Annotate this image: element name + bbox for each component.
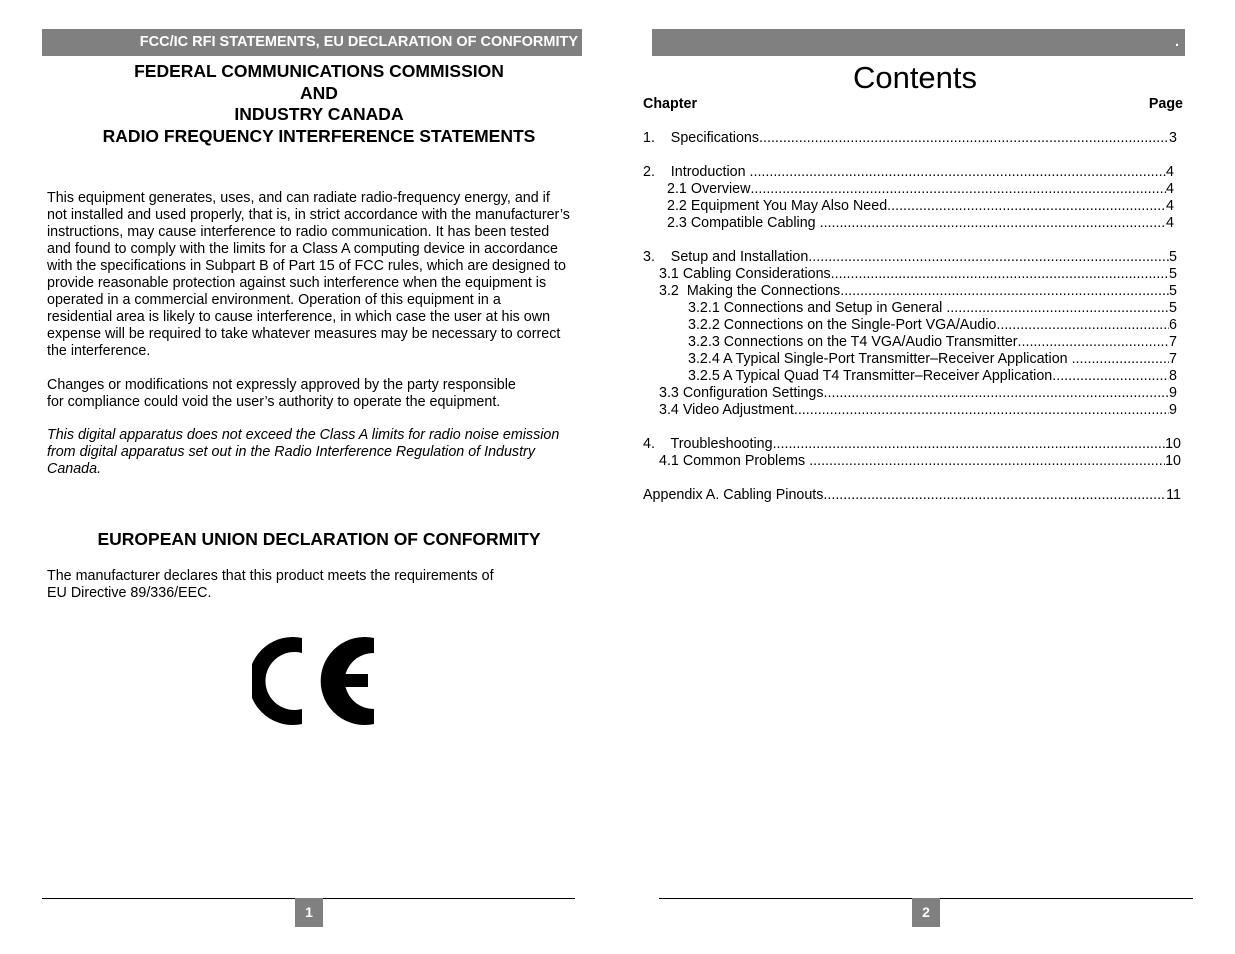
contents-title: Contents xyxy=(852,60,978,95)
fcc-paragraph xyxy=(47,190,607,360)
toc-entry xyxy=(667,198,1174,215)
toc-entry xyxy=(688,300,1177,317)
toc-leader-dots xyxy=(831,266,1169,283)
toc-leader-dots xyxy=(840,283,1169,300)
toc-entry xyxy=(659,402,1177,419)
paragraph-line: Canada. xyxy=(47,461,102,477)
paragraph-line: the interference. xyxy=(47,343,151,359)
paragraph-line: residential area is likely to cause interference, in which case the user at his own xyxy=(47,309,551,325)
toc-entry-page-number: 3 xyxy=(1169,130,1177,146)
toc-entry xyxy=(688,351,1177,368)
toc-entry-page-number: 4 xyxy=(1166,198,1174,214)
toc-entry-page-number: 8 xyxy=(1169,368,1177,384)
toc-leader-dots xyxy=(773,436,1166,453)
toc-entry-page-number: 11 xyxy=(1166,487,1181,503)
toc-entry-page-number: 4 xyxy=(1166,215,1174,231)
paragraph-line: This digital apparatus does not exceed the Class A limits for radio noise emission xyxy=(47,427,560,443)
eu-declaration-title: EUROPEAN UNION DECLARATION OF CONFORMITY xyxy=(97,529,541,549)
ce-mark-logo xyxy=(252,634,378,728)
paragraph-line: with the specifications in Subpart B of Part 15 of FCC rules, which are designed to xyxy=(47,258,566,274)
toc-entry xyxy=(643,249,1177,266)
paragraph-line: expense will be required to take whatever measures may be necessary to correct xyxy=(47,326,561,342)
paragraph-line: instructions, may cause interference to radio communication. It has been tested xyxy=(47,224,550,240)
toc-leader-dots xyxy=(820,215,1166,232)
toc-leader-dots xyxy=(1072,351,1169,368)
eu-declaration-paragraph xyxy=(47,568,607,602)
toc-entry-page-number: 5 xyxy=(1169,300,1177,316)
paragraph-line: from digital apparatus set out in the Radio Interference Regulation of Industry xyxy=(47,444,535,460)
page-number-badge: 1 xyxy=(295,898,323,927)
toc-entry-page-number: 7 xyxy=(1169,334,1177,350)
paragraph-line: This equipment generates, uses, and can radiate radio-frequency energy, and if xyxy=(47,190,550,206)
toc-entry xyxy=(688,334,1177,351)
toc-entry-page-number: 6 xyxy=(1169,317,1177,333)
fcc-title-line: INDUSTRY CANADA xyxy=(234,104,404,124)
toc-entry-title: 3.2.4 A Typical Single-Port Transmitter–Receiver Application xyxy=(688,351,1072,367)
paragraph-line: The manufacturer declares that this product meets the requirements of xyxy=(47,568,494,584)
page-column-label: Page xyxy=(1148,96,1183,112)
toc-entry-title: 3.2.3 Connections on the T4 VGA/Audio Transmitter xyxy=(688,334,1018,350)
toc-entry xyxy=(643,130,1177,147)
toc-entry-page-number: 10 xyxy=(1165,453,1181,469)
toc-leader-dots xyxy=(1018,334,1170,351)
toc-leader-dots xyxy=(794,402,1169,419)
toc-entry xyxy=(643,164,1174,181)
toc-entry-title: 3.2.5 A Typical Quad T4 Transmitter–Receiver Application xyxy=(688,368,1053,384)
toc-entry-title: 3.3 Configuration Settings xyxy=(659,385,824,401)
toc-entry-page-number: 10 xyxy=(1165,436,1181,452)
toc-entry-title: 2.1 Overview xyxy=(667,181,751,197)
toc-entry xyxy=(643,436,1181,453)
toc-entry-page-number: 7 xyxy=(1169,351,1177,367)
toc-leader-dots xyxy=(887,198,1166,215)
toc-entry-page-number: 4 xyxy=(1166,181,1174,197)
chapter-column-label: Chapter xyxy=(643,96,698,112)
toc-entry-page-number: 5 xyxy=(1169,283,1177,299)
toc-entry-title: 3.4 Video Adjustment xyxy=(659,402,794,418)
paragraph-line: provide reasonable protection against such interference when the equipment is xyxy=(47,275,547,291)
left-page-header: FCC/IC RFI STATEMENTS, EU DECLARATION OF CONFORMITY xyxy=(42,29,582,56)
toc-entry-page-number: 9 xyxy=(1169,402,1177,418)
toc-leader-dots xyxy=(750,164,1167,181)
paragraph-line: operated in a commercial environment. Operation of this equipment in a xyxy=(47,292,501,308)
toc-entry-page-number: 9 xyxy=(1169,385,1177,401)
paragraph-line: and found to comply with the limits for a Class A computing device in accordance xyxy=(47,241,558,257)
toc-entry-title: 4. Troubleshooting xyxy=(643,436,773,452)
toc-leader-dots xyxy=(824,385,1170,402)
toc-entry xyxy=(667,181,1174,198)
toc-entry-page-number: 4 xyxy=(1166,164,1174,180)
toc-leader-dots xyxy=(996,317,1169,334)
paragraph-line: for compliance could void the user’s authority to operate the equipment. xyxy=(47,394,501,410)
paragraph-line: Changes or modifications not expressly approved by the party responsible xyxy=(47,377,516,393)
toc-entry-page-number: 5 xyxy=(1169,266,1177,282)
toc-leader-dots xyxy=(946,300,1169,317)
toc-leader-dots xyxy=(808,249,1169,266)
toc-leader-dots xyxy=(750,181,1166,198)
industry-canada-paragraph xyxy=(47,427,607,478)
fcc-title-line: AND xyxy=(300,82,338,103)
right-page-header: . xyxy=(652,29,1185,56)
toc-entry xyxy=(659,283,1177,300)
toc-entry-title: 1. Specifications xyxy=(643,130,760,146)
toc-entry-title: 3.2 Making the Connections xyxy=(659,283,841,299)
toc-entry xyxy=(667,215,1174,232)
toc-entry xyxy=(643,487,1181,504)
page-number-badge: 2 xyxy=(912,898,940,927)
fcc-title-line: FEDERAL COMMUNICATIONS COMMISSION xyxy=(134,61,504,81)
toc-leader-dots xyxy=(759,130,1169,147)
toc-entry-title: 2. Introduction xyxy=(643,164,750,180)
changes-paragraph xyxy=(47,377,607,411)
toc-entry-title: 2.3 Compatible Cabling xyxy=(667,215,820,231)
paragraph-line: EU Directive 89/336/EEC. xyxy=(47,585,212,601)
left-page xyxy=(0,0,617,954)
toc-entry xyxy=(688,368,1177,385)
toc-entry-title: 3. Setup and Installation xyxy=(643,249,809,265)
toc-entry xyxy=(659,453,1181,470)
toc-entry xyxy=(688,317,1177,334)
toc-entry xyxy=(659,385,1177,402)
fcc-title-line: RADIO FREQUENCY INTERFERENCE STATEMENTS xyxy=(102,125,536,146)
toc-entry-page-number: 5 xyxy=(1169,249,1177,265)
toc-entry-title: 2.2 Equipment You May Also Need xyxy=(667,198,888,214)
right-page xyxy=(617,0,1235,954)
toc-entry-title: 3.2.1 Connections and Setup in General xyxy=(688,300,947,316)
toc-leader-dots xyxy=(809,453,1165,470)
toc-entry-title: 3.2.2 Connections on the Single-Port VGA/Audio xyxy=(688,317,997,333)
fcc-title xyxy=(42,61,596,147)
toc-entry xyxy=(659,266,1177,283)
toc-entry-title: Appendix A. Cabling Pinouts xyxy=(643,487,824,503)
toc-entry-title: 4.1 Common Problems xyxy=(659,453,810,469)
paragraph-line: not installed and used properly, that is, in strict accordance with the manufacturer’s xyxy=(47,207,570,223)
toc-leader-dots xyxy=(1052,368,1169,385)
toc-leader-dots xyxy=(823,487,1166,504)
toc-entry-title: 3.1 Cabling Considerations xyxy=(659,266,831,282)
